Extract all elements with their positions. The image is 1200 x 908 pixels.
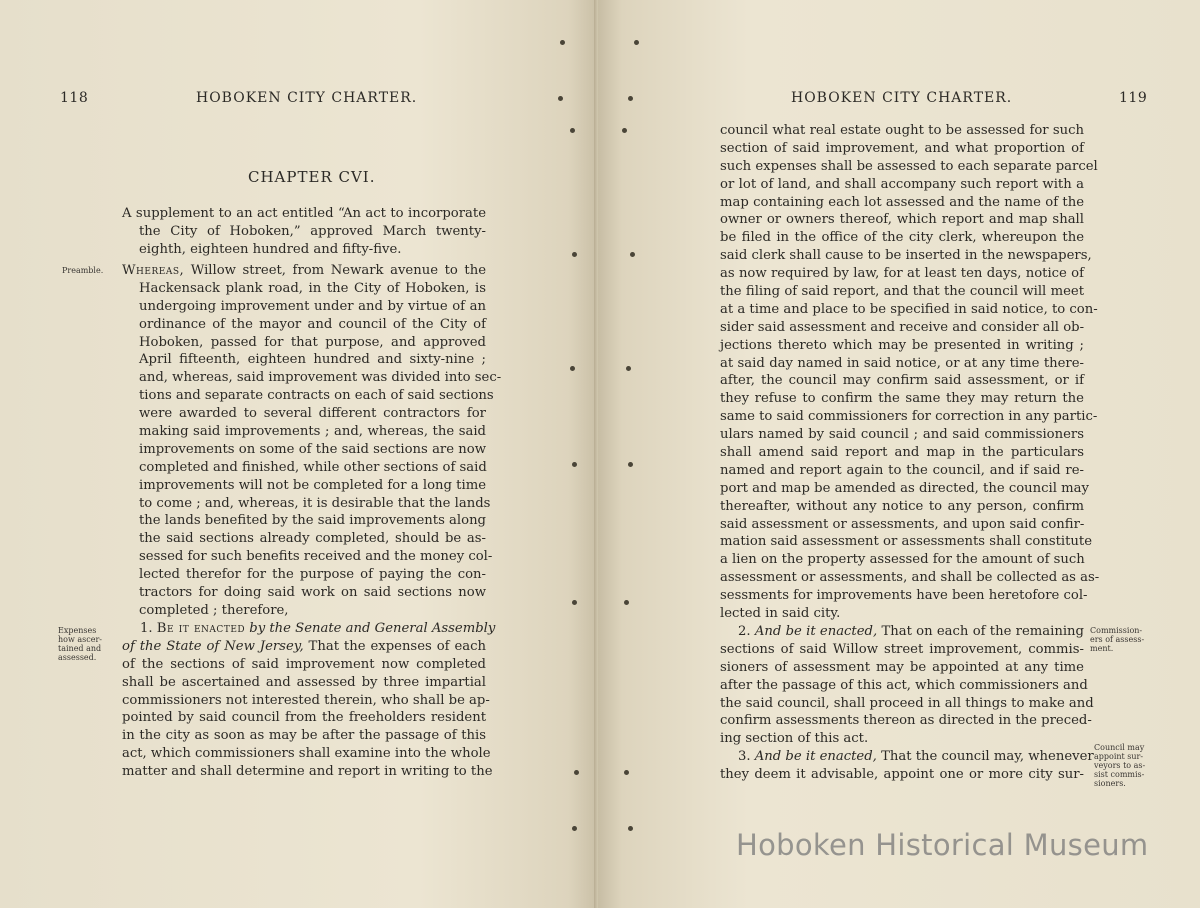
whereas-lead: Whereas, bbox=[122, 263, 185, 278]
body-line: sessments for improvements have been heretofore col- bbox=[720, 588, 1088, 604]
body-line: lected in said city. bbox=[720, 606, 841, 622]
title-line: A supplement to an act entitled “An act to incorporate bbox=[122, 206, 486, 221]
body-line: such expenses shall be assessed to each separate parcel bbox=[720, 158, 1098, 174]
title-line: eighth, eighteen hundred and fifty-five. bbox=[139, 241, 402, 257]
body-line: at said day named in said notice, or at any time there- bbox=[720, 355, 1084, 371]
margin-line: sist commis- bbox=[1094, 770, 1145, 779]
section-2-first-line bbox=[720, 623, 1084, 641]
section-1 bbox=[122, 620, 496, 781]
binding-hole bbox=[574, 770, 579, 775]
preamble-line: making said improvements ; and, whereas, the said bbox=[139, 424, 486, 440]
preamble-line: April fifteenth, eighteen hundred and sixty-nine ; bbox=[139, 352, 486, 368]
preamble-line: and, whereas, said improvement was divided into sec- bbox=[139, 370, 502, 386]
preamble-line: sessed for such benefits received and the money col- bbox=[139, 549, 493, 565]
section-2-first-text: That on each of the remaining bbox=[877, 624, 1084, 639]
museum-watermark: Hoboken Historical Museum bbox=[736, 828, 1149, 862]
body-line: be filed in the office of the city clerk, whereupon the bbox=[720, 230, 1084, 246]
section-2-line: ing section of this act. bbox=[720, 731, 869, 747]
binding-hole bbox=[572, 462, 577, 467]
body-line: thereafter, without any notice to any person, confirm bbox=[720, 498, 1084, 514]
margin-line: sioners. bbox=[1094, 779, 1126, 788]
section-1-first-line bbox=[122, 620, 496, 638]
body-line: assessment or assessments, and shall be collected as as- bbox=[720, 570, 1100, 586]
binding-hole bbox=[628, 826, 633, 831]
margin-line: appoint sur- bbox=[1094, 752, 1144, 761]
preamble-line: the said sections already completed, should be as- bbox=[139, 531, 486, 547]
body-line: the filing of said report, and that the council will meet bbox=[720, 284, 1084, 300]
section-1-line: act, which commissioners shall examine into the whole bbox=[122, 746, 491, 762]
section-1-line: shall be ascertained and assessed by three impartial bbox=[122, 674, 486, 690]
section-2-line: sioners of assessment may be appointed at any time bbox=[720, 659, 1084, 675]
section-2-line: sections of said Willow street improvement, commis- bbox=[720, 641, 1084, 657]
margin-line: ment. bbox=[1090, 644, 1114, 653]
binding-hole bbox=[572, 252, 577, 257]
preamble-first-text: Willow street, from Newark avenue to the bbox=[184, 263, 486, 278]
preamble bbox=[122, 262, 502, 620]
preamble-line: Hackensack plank road, in the City of Hoboken, is bbox=[139, 280, 486, 296]
preamble-line: Hoboken, passed for that purpose, and approved bbox=[139, 334, 486, 350]
right-page bbox=[598, 0, 1200, 908]
enacting-italic: And be it enacted, bbox=[754, 749, 877, 764]
section-1-second-text: That the expenses of each bbox=[303, 638, 486, 654]
preamble-line: completed and finished, while other sections of said bbox=[139, 459, 487, 475]
page-number-right: 119 bbox=[1119, 90, 1148, 106]
preamble-first-line bbox=[122, 262, 486, 280]
enacting-clause: Be it enacted bbox=[156, 621, 246, 636]
preamble-line: were awarded to several different contractors for bbox=[139, 406, 486, 422]
preamble-line: ordinance of the mayor and council of the City of bbox=[139, 316, 486, 332]
section-1-line: matter and shall determine and report in writing to the bbox=[122, 764, 493, 780]
body-line: they refuse to confirm the same they may return the bbox=[720, 391, 1084, 407]
body-line: port and map be amended as directed, the council may bbox=[720, 480, 1089, 496]
margin-note-council bbox=[1094, 743, 1145, 788]
binding-hole bbox=[624, 600, 629, 605]
section-1-line: of the sections of said improvement now completed bbox=[122, 656, 486, 672]
binding-hole bbox=[630, 252, 635, 257]
preamble-line: completed ; therefore, bbox=[139, 602, 289, 618]
preamble-line: to come ; and, whereas, it is desirable that the lands bbox=[139, 495, 491, 511]
running-head-right: HOBOKEN CITY CHARTER. bbox=[791, 90, 1013, 106]
section-3-first-text: That the council may, whenever bbox=[876, 749, 1094, 764]
preamble-line: the lands benefited by the said improvements along bbox=[139, 513, 486, 529]
section-3-line: they deem it advisable, appoint one or more city sur- bbox=[720, 766, 1084, 782]
preamble-line: tions and separate contracts on each of said sections bbox=[139, 388, 494, 404]
margin-line: Commission- bbox=[1090, 626, 1143, 635]
running-head-left: HOBOKEN CITY CHARTER. bbox=[196, 90, 418, 106]
body-line: or lot of land, and shall accompany such report with a bbox=[720, 176, 1084, 192]
body-line: as now required by law, for at least ten days, notice of bbox=[720, 266, 1084, 282]
margin-note-expenses bbox=[58, 626, 102, 662]
body-line: said clerk shall cause to be inserted in the newspapers, bbox=[720, 248, 1092, 264]
margin-note-preamble: Preamble. bbox=[62, 266, 104, 275]
binding-hole bbox=[558, 96, 563, 101]
binding-hole bbox=[634, 40, 639, 45]
body-line: ulars named by said council ; and said commissioners bbox=[720, 427, 1084, 443]
binding-hole bbox=[628, 462, 633, 467]
section-1-line: in the city as soon as may be after the passage of this bbox=[122, 728, 486, 744]
margin-line: Expenses bbox=[58, 626, 97, 635]
binding-hole bbox=[622, 128, 627, 133]
section-2-line: after the passage of this act, which commissioners and bbox=[720, 677, 1088, 693]
margin-note-commissioners bbox=[1090, 626, 1144, 653]
preamble-line: undergoing improvement under and by virtue of an bbox=[139, 298, 486, 314]
body-line: same to said commissioners for correction in any partic- bbox=[720, 409, 1098, 425]
section-number: 3. bbox=[738, 749, 755, 764]
section-number: 1. bbox=[140, 621, 157, 636]
state-italic: of the State of New Jersey, bbox=[122, 638, 304, 654]
binding-hole bbox=[624, 770, 629, 775]
section-2-line: the said council, shall proceed in all things to make and bbox=[720, 695, 1094, 711]
enacting-italic: And be it enacted, bbox=[754, 624, 878, 639]
margin-line: assessed. bbox=[58, 653, 97, 662]
body-line: named and report again to the council, and if said re- bbox=[720, 462, 1084, 478]
section-1-line: pointed by said council from the freeholders resident bbox=[122, 710, 486, 726]
binding-hole bbox=[570, 366, 575, 371]
section-1-continued bbox=[720, 122, 1100, 623]
binding-hole bbox=[626, 366, 631, 371]
section-number: 2. bbox=[738, 624, 755, 639]
binding-hole bbox=[560, 40, 565, 45]
margin-line: tained and bbox=[58, 644, 102, 653]
binding-hole bbox=[572, 826, 577, 831]
section-3-first-line bbox=[720, 748, 1094, 766]
section-2-line: confirm assessments thereon as directed in the preced- bbox=[720, 713, 1092, 729]
section-2 bbox=[720, 623, 1094, 748]
body-line: map containing each lot assessed and the name of the bbox=[720, 194, 1084, 210]
body-line: at a time and place to be specified in said notice, to con- bbox=[720, 301, 1098, 317]
body-line: mation said assessment or assessments shall constitute bbox=[720, 534, 1093, 550]
preamble-line: tractors for doing said work on said sections now bbox=[139, 585, 486, 601]
section-1-line: commissioners not interested therein, who shall be ap- bbox=[122, 692, 490, 708]
binding-hole bbox=[628, 96, 633, 101]
margin-line: veyors to as- bbox=[1094, 761, 1146, 770]
enacting-italic: by the Senate and General Assembly bbox=[245, 621, 496, 636]
act-title bbox=[122, 205, 486, 259]
body-line: sider said assessment and receive and consider all ob- bbox=[720, 319, 1085, 335]
section-1-second-line bbox=[122, 638, 486, 656]
margin-line: ers of assess- bbox=[1090, 635, 1145, 644]
preamble-line: lected therefor for the purpose of paying the con- bbox=[139, 567, 486, 583]
page-number-left: 118 bbox=[60, 90, 89, 106]
body-line: after, the council may confirm said assessment, or if bbox=[720, 373, 1084, 389]
body-line: owner or owners thereof, which report and map shall bbox=[720, 212, 1084, 228]
binding-hole bbox=[570, 128, 575, 133]
body-line: council what real estate ought to be assessed for such bbox=[720, 123, 1084, 138]
title-line: the City of Hoboken,” approved March twenty- bbox=[139, 223, 486, 239]
body-line: jections thereto which may be presented in writing ; bbox=[720, 337, 1084, 353]
chapter-title: CHAPTER CVI. bbox=[248, 168, 376, 186]
left-page bbox=[0, 0, 598, 908]
body-line: section of said improvement, and what proportion of bbox=[720, 140, 1084, 156]
body-line: a lien on the property assessed for the amount of such bbox=[720, 552, 1085, 568]
body-line: said assessment or assessments, and upon said confir- bbox=[720, 516, 1085, 532]
margin-line: Council may bbox=[1094, 743, 1145, 752]
preamble-line: improvements on some of the said sections are now bbox=[139, 441, 486, 457]
margin-line: how ascer- bbox=[58, 635, 102, 644]
section-3 bbox=[720, 748, 1094, 784]
preamble-line: improvements will not be completed for a long time bbox=[139, 477, 486, 493]
body-line: shall amend said report and map in the particulars bbox=[720, 445, 1084, 461]
binding-hole bbox=[572, 600, 577, 605]
